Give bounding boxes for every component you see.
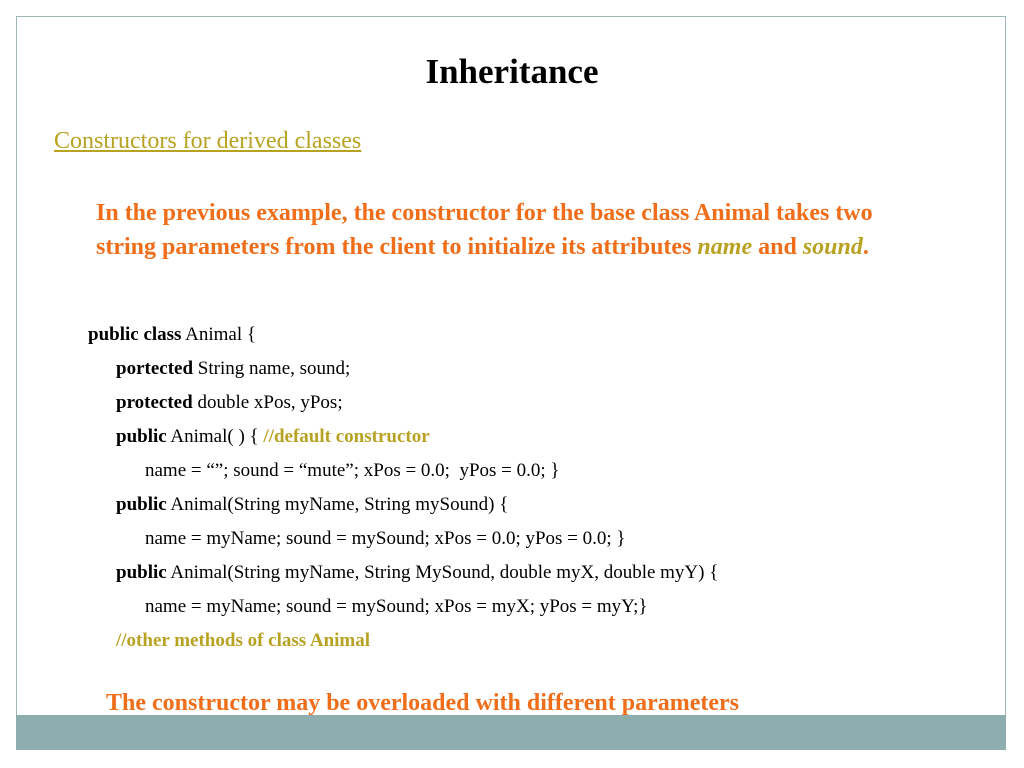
code-line-1	[88, 318, 718, 352]
code-line-5: name = “”; sound = “mute”; xPos = 0.0; yPos = 0.0; }	[145, 460, 560, 481]
code-line-9: name = myName; sound = mySound; xPos = myX; yPos = myY;}	[145, 596, 648, 617]
slide-title: Inheritance	[425, 52, 599, 91]
code-text: Animal(String myName, String mySound) {	[166, 494, 509, 515]
code-line-8	[88, 556, 718, 590]
code-line-3	[88, 386, 718, 420]
code-keyword: protected	[116, 392, 193, 413]
code-text: double xPos, yPos;	[192, 392, 343, 413]
code-comment: //other methods of class Animal	[116, 630, 371, 651]
code-line-10	[88, 624, 718, 658]
footer-text: The constructor may be overloaded with different parameters	[106, 690, 739, 716]
code-keyword: public	[116, 494, 167, 515]
code-line-7: name = myName; sound = mySound; xPos = 0.0; yPos = 0.0; }	[145, 528, 626, 549]
code-line-4	[88, 420, 718, 454]
code-block	[88, 318, 718, 658]
bottom-bar	[16, 715, 1006, 750]
intro-sound-word: sound	[802, 234, 863, 260]
code-text: Animal( ) {	[166, 426, 264, 447]
slide-subtitle: Constructors for derived classes	[54, 128, 362, 154]
code-keyword: portected	[116, 358, 194, 379]
intro-name-word: name	[697, 234, 753, 260]
code-line-2	[88, 352, 718, 386]
intro-and-word: and	[752, 234, 803, 260]
intro-paragraph	[96, 196, 936, 264]
code-comment: //default constructor	[263, 426, 430, 447]
intro-text: In the previous example, the constructor for the base class Animal takes two string parameters from the client to initialize its attributes	[96, 200, 873, 260]
intro-period: .	[862, 234, 869, 260]
code-line-6	[88, 488, 718, 522]
code-keyword: public	[116, 562, 167, 583]
code-keyword: public class	[88, 324, 182, 345]
code-text: Animal {	[181, 324, 257, 345]
code-text: Animal(String myName, String MySound, double myX, double myY) {	[166, 562, 719, 583]
code-text: String name, sound;	[193, 358, 351, 379]
code-keyword: public	[116, 426, 167, 447]
